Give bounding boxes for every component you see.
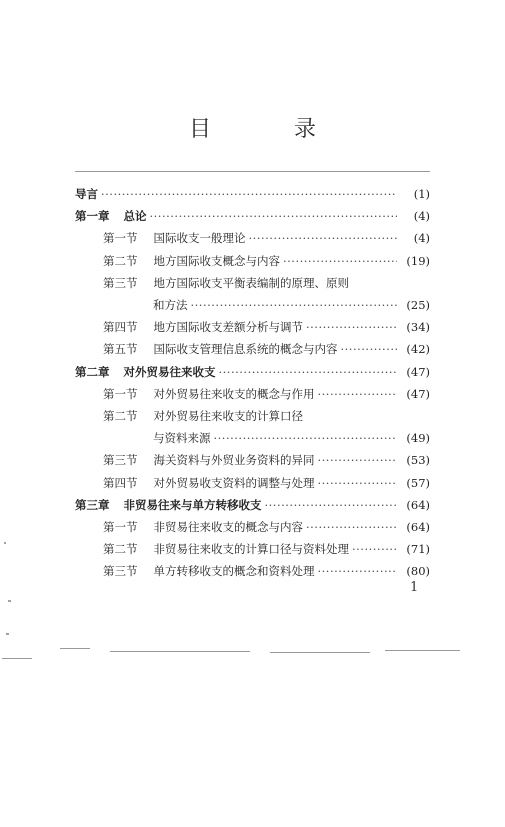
entry-title: 对外贸易往来收支的概念与作用 — [153, 386, 315, 401]
section-label: 第四节 — [103, 475, 138, 490]
page-ref: (64) — [406, 520, 430, 534]
page-title: 目 录 — [189, 117, 354, 142]
page-ref: (80) — [406, 564, 430, 579]
entry-title: 海关资料与外贸业务资料的异同 — [153, 453, 315, 468]
leader-dots — [150, 206, 398, 226]
page-ref: (4) — [413, 231, 430, 246]
leader-dots — [191, 295, 398, 315]
section-label: 第三节 — [103, 564, 138, 579]
page-ref: (71) — [406, 542, 430, 557]
scan-artifact-line — [110, 651, 250, 652]
leader-dots — [318, 450, 398, 470]
section-label: 第二节 — [103, 542, 138, 557]
leader-dots — [318, 473, 398, 493]
intro-label: 导言 — [75, 187, 98, 201]
toc-entry — [75, 206, 430, 226]
scan-artifact-line — [385, 650, 460, 651]
section-label: 第二节 — [103, 253, 138, 268]
scan-artifact-line — [2, 658, 32, 659]
section-label: 第一节 — [103, 386, 138, 401]
leader-dots — [265, 495, 398, 515]
entry-title: 对外贸易往来收支 — [123, 364, 216, 379]
scan-artifact-line — [60, 648, 90, 649]
page-ref: (57) — [406, 475, 430, 490]
section-label: 第一节 — [103, 520, 138, 534]
entry-title: 地方国际收支概念与内容 — [153, 253, 280, 268]
page-ref: (1) — [413, 187, 430, 201]
entry-title: 地方国际收支差额分析与调节 — [153, 320, 303, 335]
toc-entry — [103, 339, 430, 359]
page-ref: (64) — [406, 497, 430, 512]
page-ref: (53) — [406, 453, 430, 468]
scan-artifact-line — [270, 652, 370, 653]
page-ref: (47) — [406, 364, 430, 379]
entry-title: 非贸易往来收支的计算口径与资料处理 — [153, 542, 349, 557]
entry-title: 总论 — [123, 209, 147, 224]
entry-title: 对外贸易收支资料的调整与处理 — [153, 475, 315, 490]
toc-entry — [75, 495, 430, 515]
title-divider — [75, 171, 430, 172]
entry-title: 单方转移收支的概念和资料处理 — [153, 564, 315, 579]
chapter-label: 第一章 — [75, 209, 110, 224]
page-ref: (4) — [413, 209, 430, 224]
entry-title: 国际收支管理信息系统的概念与内容 — [153, 342, 338, 357]
toc-entry — [75, 362, 430, 382]
entry-title: 国际收支一般理论 — [153, 231, 246, 246]
leader-dots — [101, 184, 397, 204]
leader-dots — [214, 428, 398, 448]
leader-dots — [318, 384, 398, 404]
scan-artifact-dot — [8, 600, 11, 602]
toc-entry — [103, 473, 430, 493]
section-label: 第三节 — [103, 275, 138, 290]
toc-entry — [153, 295, 430, 315]
section-label: 第二节 — [103, 409, 138, 423]
chapter-label: 第三章 — [75, 497, 110, 512]
toc-entry — [103, 539, 430, 559]
entry-title: 非贸易往来与单方转移收支 — [123, 497, 262, 512]
page-ref: (49) — [406, 431, 430, 446]
toc-entry — [103, 450, 430, 470]
entry-title: 对外贸易往来收支的计算口径 — [153, 409, 303, 423]
page-ref: (34) — [406, 320, 430, 335]
entry-title: 和方法 — [153, 298, 188, 312]
page-number: 1 — [410, 580, 419, 595]
page-ref: (19) — [406, 253, 430, 268]
toc-entry — [103, 561, 430, 581]
toc-entry — [103, 273, 430, 293]
leader-dots — [249, 228, 398, 248]
chapter-label: 第二章 — [75, 364, 110, 379]
toc-entry — [103, 228, 430, 248]
toc-entry — [103, 317, 430, 337]
section-label: 第三节 — [103, 453, 138, 468]
toc-entry — [103, 517, 430, 537]
leader-dots — [306, 517, 397, 537]
leader-dots — [318, 561, 398, 581]
scan-artifact-dot — [6, 633, 9, 635]
entry-title: 非贸易往来收支的概念与内容 — [153, 520, 303, 534]
leader-dots — [219, 362, 398, 382]
leader-dots — [341, 339, 398, 359]
page-ref: (42) — [406, 342, 430, 357]
leader-dots — [283, 251, 397, 271]
scan-artifact-dot — [4, 542, 6, 544]
leader-dots — [352, 539, 397, 559]
page-ref: (25) — [406, 298, 430, 312]
toc-entry — [103, 406, 430, 426]
toc-entry — [103, 251, 430, 271]
entry-title: 地方国际收支平衡表编制的原理、原则 — [153, 275, 349, 290]
section-label: 第四节 — [103, 320, 138, 335]
section-label: 第一节 — [103, 231, 138, 246]
leader-dots — [306, 317, 397, 337]
page-ref: (47) — [406, 386, 430, 401]
toc-entry — [75, 184, 430, 204]
toc-entry — [103, 384, 430, 404]
entry-title: 与资料来源 — [153, 431, 211, 446]
section-label: 第五节 — [103, 342, 138, 357]
toc-entry — [153, 428, 430, 448]
